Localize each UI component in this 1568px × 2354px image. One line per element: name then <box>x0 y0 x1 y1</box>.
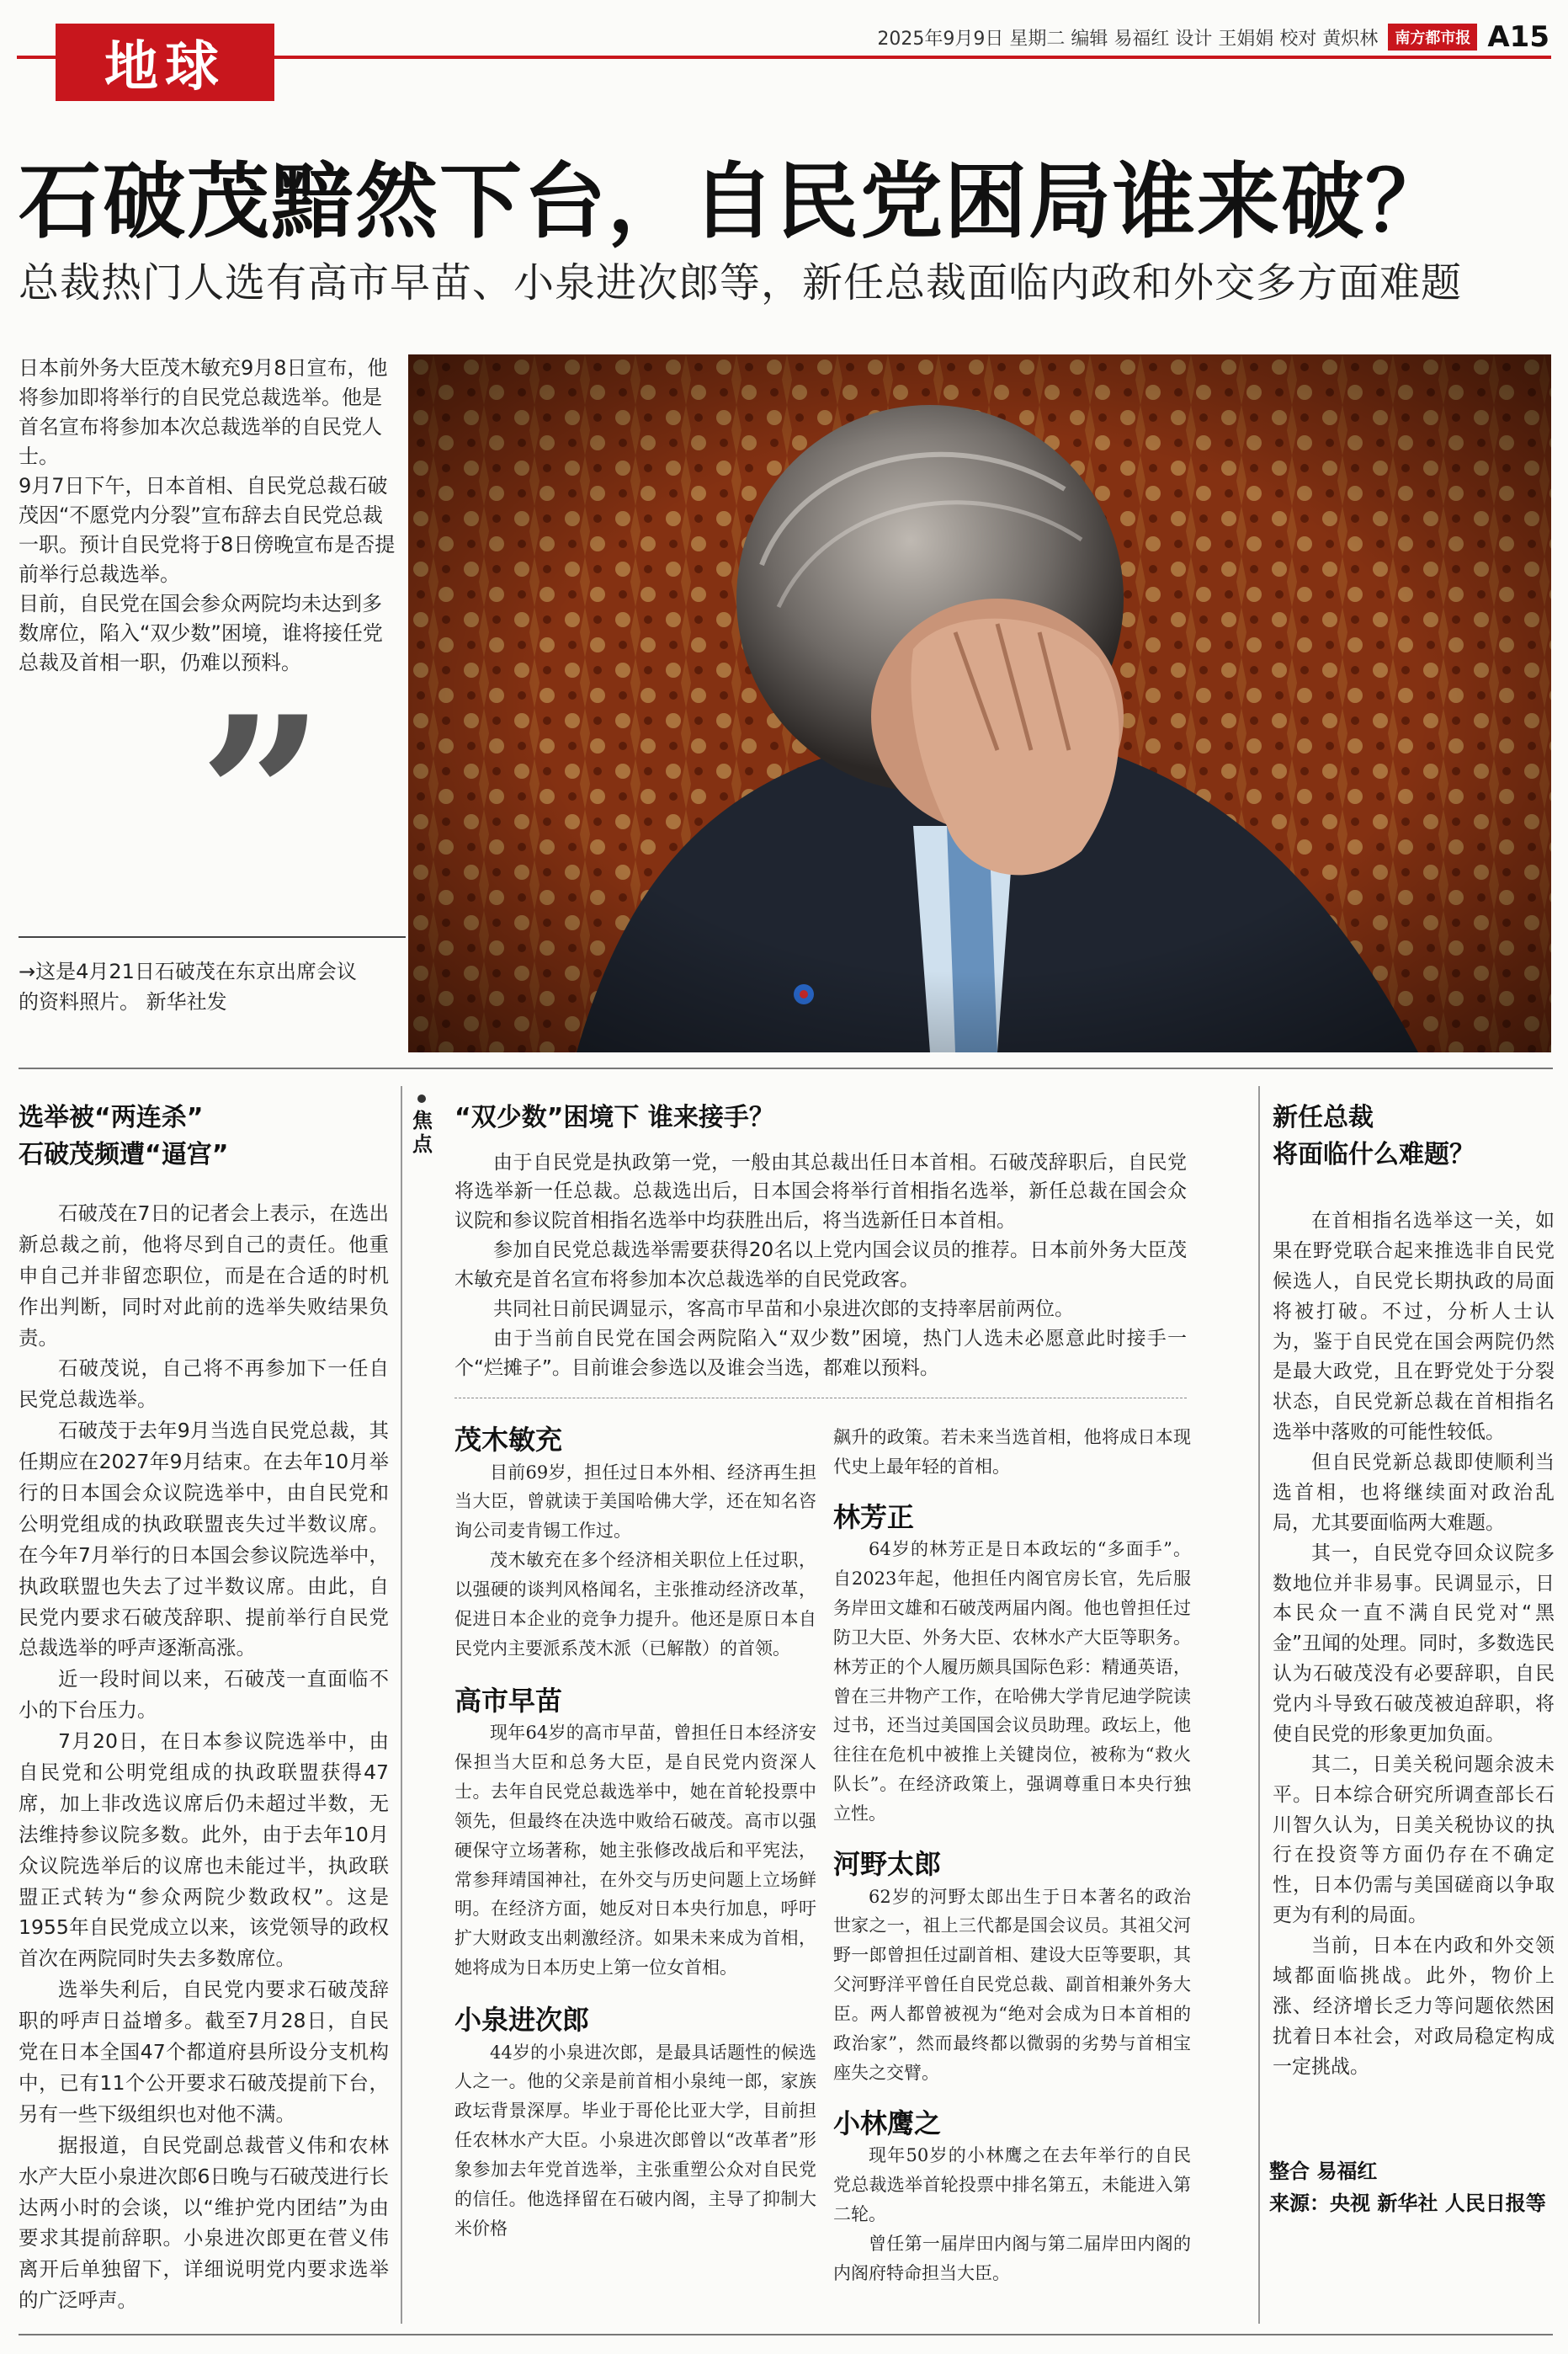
focus-label: 焦点 <box>412 1109 433 1156</box>
paragraph: 在首相指名选举这一关，如果在野党联合起来推选非自民党候选人，自民党长期执政的局面将被打破。不过，分析人士认为，鉴于自民党在国会两院仍然是最大政党，且在野党处于分裂状态，自民党新总裁在首相指名选举中落败的可能性较低。 <box>1273 1210 1555 1444</box>
profile-name: 河野太郎 <box>833 1847 942 1880</box>
subheadline: 总裁热门人选有高市早苗、小泉进次郎等，新任总裁面临内政和外交多方面难题 <box>19 259 1463 306</box>
paragraph: 其一，自民党夺回众议院多数地位并非易事。民调显示，日本民众一直不满自民党对“黑金”丑闻的处理。同时，多数选民认为石破茂没有必要辞职，自民党内斗导致石破茂被迫辞职，将使自民党的形象更加负面。 <box>1273 1542 1555 1745</box>
lead-text <box>19 354 397 678</box>
focus-heading: “双少数”困境下 谁来接手？ <box>454 1103 774 1132</box>
paragraph: 飙升的政策。若未来当选首相，他将成日本现代史上最年轻的首相。 <box>833 1427 1191 1477</box>
profile-name: 小泉进次郎 <box>454 2003 590 2036</box>
paragraph: 曾任第一届岸田内阁与第二届岸田内阁的内阁府特命担当大臣。 <box>833 2233 1191 2283</box>
paragraph: 石破茂说，自己将不再参加下一任自民党总裁选举。 <box>19 1356 389 1412</box>
focus-section <box>454 1100 1187 1383</box>
paragraph: 当前，日本在内政和外交领域都面临挑战。此外，物价上涨、经济增长乏力等问题依然困扰着日本社会，对政局稳定构成一定挑战。 <box>1273 1935 1555 2078</box>
lead-paragraph: 目前，自民党在国会参众两院均未达到多数席位，陷入“双少数”困境，谁将接任党总裁及首相一职，仍难以预料。 <box>19 592 383 675</box>
section-tag: 地球 <box>56 24 274 101</box>
column-divider <box>1258 1086 1260 2324</box>
paragraph: 64岁的林芳正是日本政坛的“多面手”。自2023年起，他担任内阁官房长官，先后服务岸田文雄和石破茂两届内阁。他也曾担任过防卫大臣、外务大臣、农林水产大臣等职务。林芳正的个人履历颇具国际色彩：精通英语，曾在三井物产工作，在哈佛大学肯尼迪学院读过书，还当过美国国会议员助理。政坛上，他往往在危机中被推上关键岗位，被称为“救火队长”。在经济政策上，强调尊重日本央行独立性。 <box>833 1539 1191 1824</box>
paragraph: 现年64岁的高市早苗，曾担任日本经济安保担当大臣和总务大臣，是自民党内资深人士。去年自民党总裁选举中，她在首轮投票中领先，但最终在决选中败给石破茂。高市以强硬保守立场著称，她主张修改战后和平宪法，常参拜靖国神社，在外交与历史问题上立场鲜明。在经济方面，她反对日本央行加息，呼吁扩大财政支出刺激经济。如果未来成为首相，她将成为日本历史上第一位女首相。 <box>454 1723 816 1979</box>
profile-text <box>833 1423 1191 1482</box>
profile-name: 小林鹰之 <box>833 2106 942 2139</box>
paragraph: 其二，日美关税问题余波未平。日本综合研究所调查部长石川智久认为，日美关税协议的执行在投资等方面仍存在不确定性，日本仍需与美国磋商以争取更为有利的局面。 <box>1273 1753 1555 1927</box>
profile-text <box>833 2141 1191 2287</box>
paragraph: 现年50岁的小林鹰之在去年举行的自民党总裁选举首轮投票中排名第五，未能进入第二轮。 <box>833 2145 1191 2224</box>
source-credit: 来源：央视 新华社 人民日报等 <box>1269 2192 1546 2216</box>
article-body <box>19 1198 389 2316</box>
section-divider <box>19 1068 1553 1069</box>
paragraph: 44岁的小泉进次郎，是最具话题性的候选人之一。他的父亲是前首相小泉纯一郎，家族政坛背景深厚。毕业于哥伦比亚大学，目前担任农林水产大臣。小泉进次郎曾以“改革者”形象参加去年党首选举，主张重塑公众对自民党的信任。他选择留在石破内阁，主导了抑制大米价格 <box>454 2042 816 2239</box>
quote-mark: ” <box>199 669 325 926</box>
bottom-rule <box>19 2334 1553 2335</box>
profile-text <box>833 1535 1191 1829</box>
photo-caption: →这是4月21日石破茂在东京出席会议的资料照片。 新华社发 <box>19 960 357 1014</box>
paragraph: 共同社日前民调显示，客高市早苗和小泉进次郎的支持率居前两位。 <box>493 1298 1074 1321</box>
focus-divider <box>454 1398 1187 1399</box>
focus-body <box>454 1148 1187 1384</box>
credits <box>1269 2155 1555 2220</box>
focus-bullet <box>417 1094 426 1103</box>
paragraph: 目前69岁，担任过日本外相、经济再生担当大臣，曾就读于美国哈佛大学，还在知名咨询公司麦肯锡工作过。 <box>454 1462 816 1542</box>
news-photo <box>408 354 1551 1052</box>
profile-block <box>833 1500 1191 1829</box>
paragraph: 但自民党新总裁即使顺利当选首相，也将继续面对政治乱局，尤其要面临两大难题。 <box>1273 1451 1555 1534</box>
paragraph: 62岁的河野太郎出生于日本著名的政治世家之一，祖上三代都是国会议员。其祖父河野一郎曾担任过副首相、建设大臣等要职，其父河野洋平曾任自民党总裁、副首相兼外务大臣。两人都曾被视为“绝对会成为日本首相的政治家”，然而最终都以微弱的劣势与首相宝座失之交臂。 <box>833 1886 1191 2083</box>
photo-illustration <box>408 354 1551 1052</box>
edition-info: 2025年9月9日 星期二 编辑 易福红 设计 王娟娟 校对 黄炽林 <box>877 28 1379 50</box>
profile-block <box>833 1423 1191 1482</box>
column-divider <box>401 1086 402 2324</box>
article-column-4 <box>1273 1100 1555 2082</box>
profile-text <box>454 1718 816 1983</box>
paragraph: 近一段时间以来，石破茂一直面临不小的下台压力。 <box>19 1667 389 1723</box>
profile-text <box>454 2038 816 2244</box>
profiles-left-column <box>454 1423 816 2244</box>
profile-block <box>833 2106 1191 2288</box>
profile-block <box>454 1684 816 1983</box>
page-number: A15 <box>1487 20 1549 54</box>
profile-block <box>454 1423 816 1664</box>
paragraph: 由于当前自民党在国会两院陷入“双少数”困境，热门人选未必愿意此时接手一个“烂摊子”。目前谁会参选以及谁会当选，都难以预料。 <box>454 1328 1187 1380</box>
paragraph: 参加自民党总裁选举需要获得20名以上党内国会议员的推荐。日本前外务大臣茂木敏充是首名宣布将参加本次总裁选举的自民党政客。 <box>454 1239 1187 1292</box>
paragraph: 石破茂于去年9月当选自民党总裁，其任期应在2027年9月结束。在去年10月举行的日本国会众议院选举中，由自民党和公明党组成的执政联盟丧失过半数议席。在今年7月举行的日本国会参议院选举中，执政联盟也失去了过半数议席。由此，自民党内要求石破茂辞职、提前举行自民党总裁选举的呼声逐渐高涨。 <box>19 1419 389 1660</box>
caption-rule <box>19 936 406 938</box>
lead-paragraph: 9月7日下午，日本首相、自民党总裁石破茂因“不愿党内分裂”宣布辞去自民党总裁一职。预计自民党将于8日傍晚宣布是否提前举行总裁选举。 <box>19 474 396 587</box>
section-heading: 将面临什么难题？ <box>1273 1139 1475 1169</box>
profile-name: 茂木敏充 <box>454 1424 563 1456</box>
article-column-1 <box>19 1100 389 2316</box>
section-heading: 选举被“两连杀” <box>19 1103 204 1132</box>
lead-paragraph: 日本前外务大臣茂木敏充9月8日宣布，他将参加即将举行的自民党总裁选举。他是首名宣布将参加本次总裁选举的自民党人士。 <box>19 356 388 469</box>
paragraph: 选举失利后，自民党内要求石破茂辞职的呼声日益增多。截至7月28日，自民党在日本全国47个都道府县所设分支机构中，已有11个公开要求石破茂提前下台，另有一些下级组织也对他不满。 <box>19 1978 389 2126</box>
editor-credit: 整合 易福红 <box>1269 2160 1378 2183</box>
headline: 石破茂黯然下台，自民党困局谁来破？ <box>19 154 1450 250</box>
section-heading: 新任总裁 <box>1273 1103 1374 1132</box>
profile-text <box>454 1458 816 1664</box>
header-meta <box>877 20 1549 54</box>
paragraph: 据报道，自民党副总裁菅义伟和农林水产大臣小泉进次郎6日晚与石破茂进行长达两小时的会谈，以“维护党内团结”为由要求其提前辞职。小泉进次郎更在菅义伟离开后单独留下，详细说明党内要求选举的广泛呼声。 <box>19 2133 389 2313</box>
paragraph: 石破茂在7日的记者会上表示，在选出新总裁之前，他将尽到自己的责任。他重申自己并非留恋职位，而是在合适的时机作出判断，同时对此前的选举失败结果负责。 <box>19 1201 389 1350</box>
paragraph: 茂木敏充在多个经济相关职位上任过职，以强硬的谈判风格闻名，主张推动经济改革，促进日本企业的竞争力提升。他还是原日本自民党内主要派系茂木派（已解散）的首领。 <box>454 1550 816 1659</box>
profiles-right-column <box>833 1423 1191 2287</box>
section-heading: 石破茂频遭“逼宫” <box>19 1139 229 1169</box>
article-body <box>1273 1206 1555 2082</box>
paragraph: 由于自民党是执政第一党，一般由其总裁出任日本首相。石破茂辞职后，自民党将选举新一任总裁。总裁选出后，日本国会将举行首相指名选举，新任总裁在国会众议院和参议院首相指名选举中均获胜出后，将当选新任日本首相。 <box>454 1151 1187 1233</box>
profile-text <box>833 1883 1191 2088</box>
profile-block <box>454 2003 816 2244</box>
profile-name: 林芳正 <box>833 1500 915 1533</box>
paragraph: 7月20日，在日本参议院选举中，由自民党和公明党组成的执政联盟获得47席，加上非改选议席后仍未超过半数，无法维持参议院多数。此外，由于去年10月众议院选举后的议席也未能过半，执政联盟正式转为“参众两院少数政权”。这是1955年自民党成立以来，该党领导的政权首次在两院同时失去多数席位。 <box>19 1729 389 1971</box>
paper-logo: 南方都市报 <box>1388 24 1477 51</box>
profile-name: 高市早苗 <box>454 1684 563 1717</box>
profile-block <box>833 1847 1191 2088</box>
